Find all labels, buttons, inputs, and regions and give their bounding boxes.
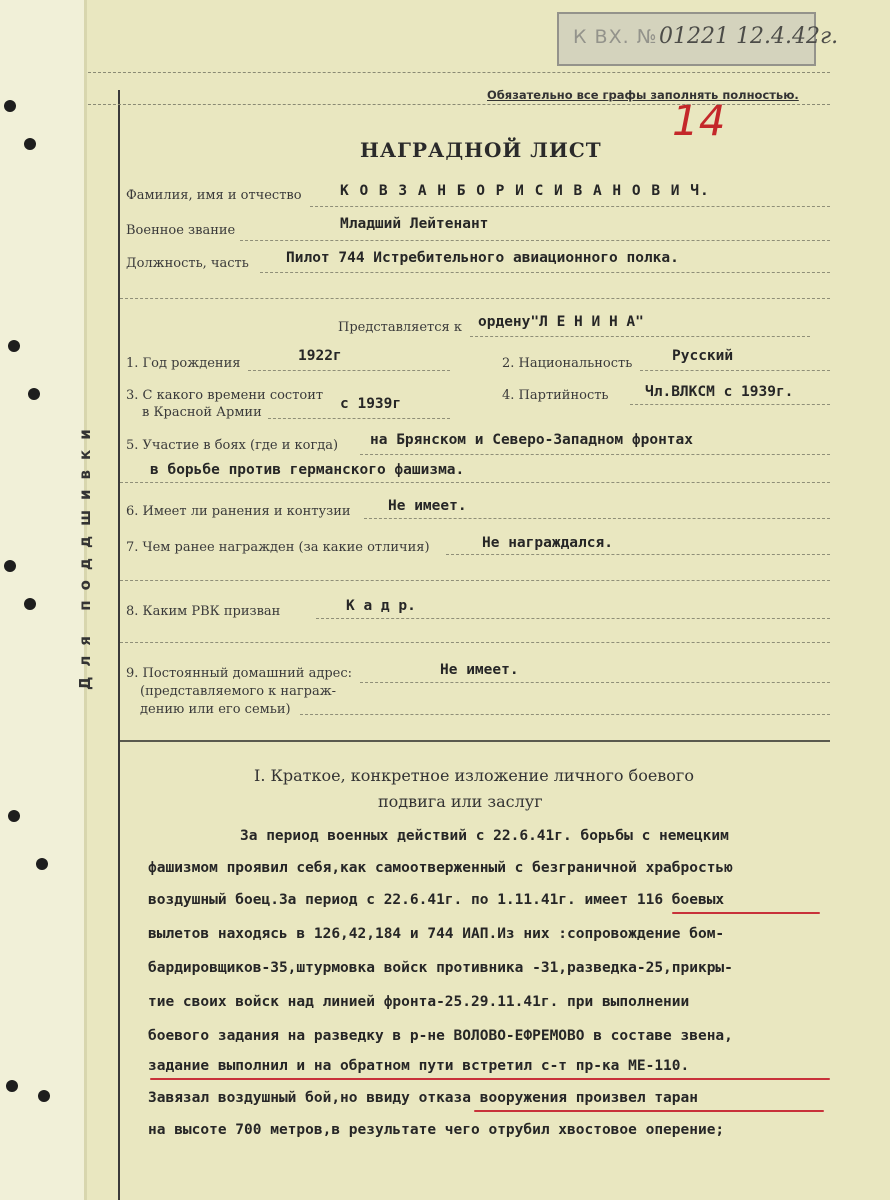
rule [260, 272, 830, 273]
rule [630, 404, 830, 405]
rule [360, 454, 830, 455]
rule [446, 554, 830, 555]
name-value: К О В З А Н Б О Р И С И В А Н О В И Ч. [340, 183, 710, 199]
party-label: 4. Партийность [502, 388, 609, 403]
narrative-line: За период военных действий с 22.6.41г. борьбы с немецким [240, 828, 729, 844]
binding-hole [38, 1090, 50, 1102]
army-since-label-cont: в Красной Армии [142, 405, 262, 420]
rank-value: Младший Лейтенант [340, 216, 489, 232]
binding-hole [4, 100, 16, 112]
narrative-line: вылетов находясь в 126,42,184 и 744 ИАП.Из них :сопровождение бом- [148, 926, 725, 942]
binding-hole [28, 388, 40, 400]
rank-label: Военное звание [126, 223, 236, 238]
binding-hole [24, 138, 36, 150]
narrative-line: Завязал воздушный бой,но ввиду отказа вооружения произвел таран [148, 1090, 698, 1106]
binding-hole [24, 598, 36, 610]
army-since-label: 3. С какого времени состоит [126, 388, 324, 403]
narrative-line: боевого задания на разведку в р-не ВОЛОВО-ЕФРЕМОВО в составе звена, [148, 1028, 733, 1044]
rvk-label: 8. Каким РВК призван [126, 604, 281, 619]
nationality-label: 2. Национальность [502, 356, 633, 371]
rule [300, 714, 830, 715]
rule [470, 336, 810, 337]
presented-label: Представляется к [338, 320, 462, 335]
section1-heading: I. Краткое, конкретное изложение личного боевого [254, 766, 694, 785]
handwritten-red-number: 14 [672, 96, 726, 145]
binding-hole [4, 560, 16, 572]
narrative-line: воздушный боец.За период с 22.6.41г. по 1.11.41г. имеет 116 боевых [148, 892, 725, 908]
wounds-value: Не имеет. [388, 498, 467, 514]
narrative-line: фашизмом проявил себя,как самоотверженный с безграничной храбростью [148, 860, 733, 876]
battles-value-line1: на Брянском и Северо-Западном фронтах [370, 432, 694, 448]
address-value: Не имеет. [440, 662, 519, 678]
awards-label: 7. Чем ранее награжден (за какие отличия) [126, 540, 430, 555]
red-underline [474, 1110, 824, 1112]
rule [120, 642, 830, 643]
section-divider [120, 740, 830, 742]
narrative-line: бардировщиков-35,штурмовка войск противника -31,разведка-25,прикры- [148, 960, 733, 976]
position-label: Должность, часть [126, 256, 249, 271]
narrative-line: тие своих войск над линией фронта-25.29.11.41г. при выполнении [148, 994, 690, 1010]
rule [268, 418, 450, 419]
rule [310, 206, 830, 207]
binding-hole [36, 858, 48, 870]
birth-year-value: 1922г [298, 348, 342, 364]
rule [120, 482, 830, 483]
incoming-stamp [557, 12, 839, 66]
stamp-label: К ВХ. № [573, 26, 658, 48]
binding-hole [6, 1080, 18, 1092]
binding-side-text: Для поддшивки [76, 419, 94, 690]
header-note: Обязательно все графы заполнять полностью. [487, 88, 799, 102]
rule [640, 370, 830, 371]
position-value: Пилот 744 Истребительного авиационного полка. [286, 250, 679, 266]
rule [248, 370, 450, 371]
award-sheet [87, 0, 890, 1200]
battles-label: 5. Участие в боях (где и когда) [126, 438, 339, 453]
left-page-margin [0, 0, 84, 1200]
rvk-value: К а д р. [346, 598, 416, 614]
army-since-value: с 1939г [340, 396, 402, 412]
red-underline [672, 912, 820, 914]
birth-year-label: 1. Год рождения [126, 356, 241, 371]
name-label: Фамилия, имя и отчество [126, 188, 302, 203]
narrative-line: на высоте 700 метров,в результате чего отрубил хвостовое оперение; [148, 1122, 725, 1138]
address-label: 9. Постоянный домашний адрес: [126, 666, 353, 681]
rule [240, 240, 830, 241]
narrative-line: задание выполнил и на обратном пути встретил с-т пр-ка МЕ-110. [148, 1058, 690, 1074]
document-title: НАГРАДНОЙ ЛИСТ [360, 138, 602, 162]
wounds-label: 6. Имеет ли ранения и контузии [126, 504, 351, 519]
rule [120, 298, 830, 299]
rule [120, 580, 830, 581]
rule [360, 682, 830, 683]
party-value: Чл.ВЛКСМ с 1939г. [645, 384, 794, 400]
address-label-cont2: дению или его семьи) [140, 702, 291, 717]
binding-hole [8, 810, 20, 822]
awards-value: Не награждался. [482, 535, 613, 551]
presented-value: ордену"Л Е Н И Н А" [478, 314, 644, 330]
rule [364, 518, 830, 519]
rule [88, 104, 830, 105]
address-label-cont1: (представляемого к награж- [140, 684, 337, 699]
red-underline [150, 1078, 830, 1080]
battles-value-line2: в борьбе против германского фашизма. [150, 462, 465, 478]
rule [316, 618, 830, 619]
stamp-handwritten-number: 01221 12.4.42г. [659, 24, 839, 49]
rule [88, 72, 830, 73]
margin-line [118, 90, 120, 1200]
nationality-value: Русский [672, 348, 734, 364]
binding-hole [8, 340, 20, 352]
section1-heading-cont: подвига или заслуг [378, 792, 543, 811]
